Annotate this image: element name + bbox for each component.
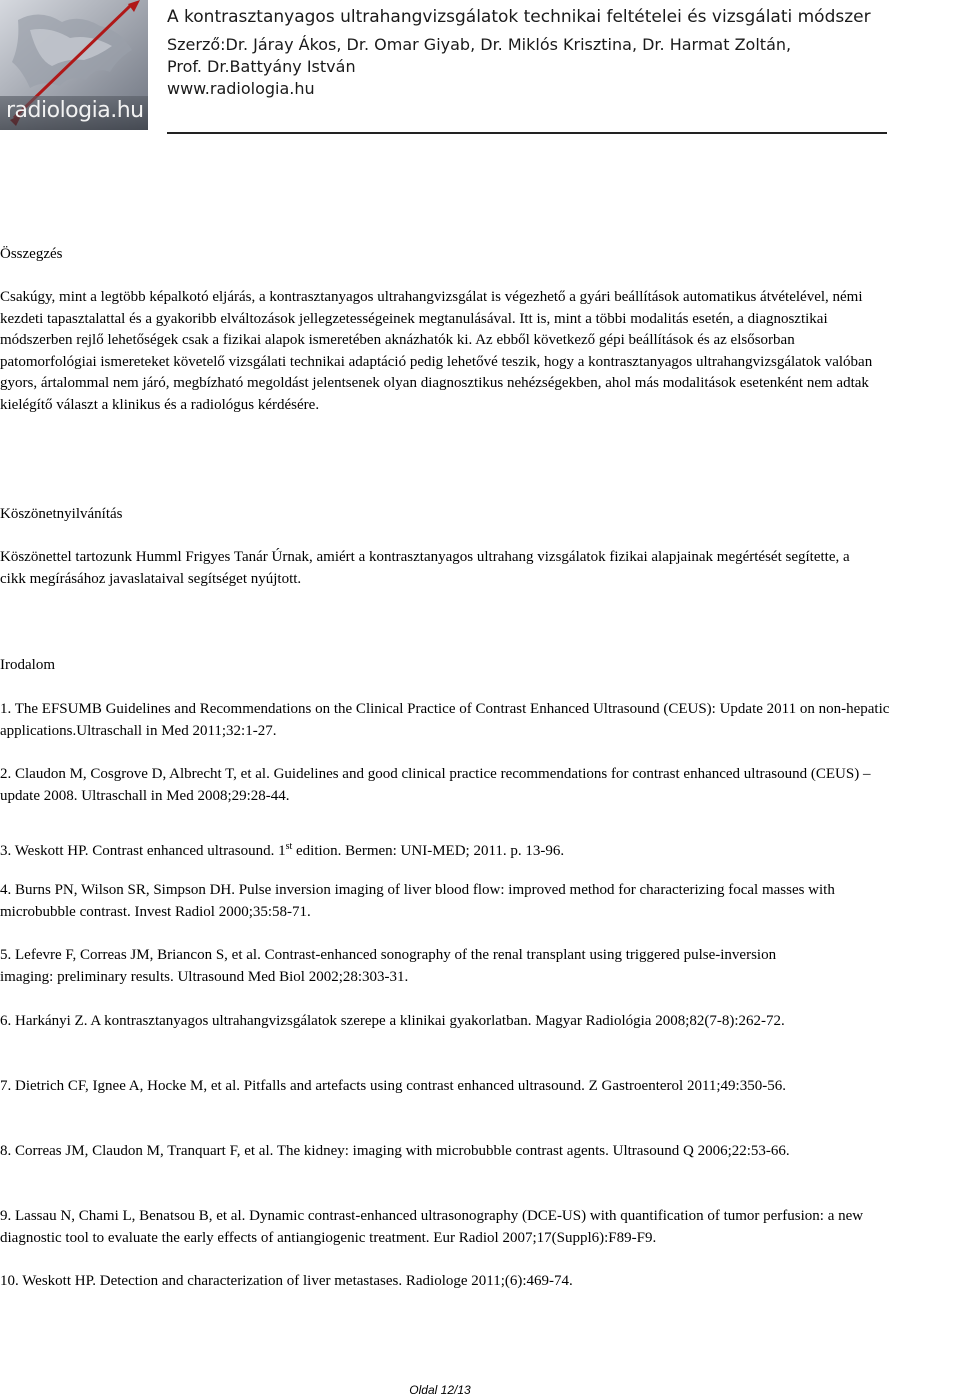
document-title: A kontrasztanyagos ultrahangvizsgálatok technikai feltételei és vizsgálati módszer	[167, 7, 871, 27]
reference-item: 10. Weskott HP. Detection and characterization of liver metastases. Radiologe 2011;(6):469-74.	[0, 1273, 573, 1289]
page-number: Oldal 12/13	[409, 1383, 471, 1397]
reference-item: 7. Dietrich CF, Ignee A, Hocke M, et al. Pitfalls and artefacts using contrast enhanced ultrasound. Z Gastroenterol 2011;49:350-56.	[0, 1078, 786, 1094]
header-divider	[167, 132, 887, 134]
summary-heading: Összegzés	[0, 246, 63, 262]
acknowledgement-paragraph: Köszönettel tartozunk Humml Frigyes Tanár Úrnak, amiért a kontrasztanyagos ultrahang vizsgálatok fizikai alapjainak megértését segítette, a cikk megírásához javaslataival segítséget nyújtott.	[0, 549, 850, 587]
summary-paragraph: Csakúgy, mint a legtöbb képalkotó eljárás, a kontrasztanyagos ultrahangvizsgálat is végezhető a gyári beállítások automatikus átvételével, némi kezdeti tapasztalattal és a gyakoribb elváltozások jellegzetességeinek megtanulásával. Itt is, mint a többi modalitás esetén, a diagnosztikai módszerben rejlő lehetőségek csak a fizikai alapok ismeretében aknázhatók ki. Az ebből következő gépi beállítások és az elsősorban patomorfológiai ismereteket követelő vizsgálati technikai adaptáció pedig lehetővé teszik, hogy a kontrasztanyagos ultrahangvizsgálatok valóban gyors, ártalommal nem járó, megbízható megoldást jelentsenek olyan diagnosztikus nehézségekben, ahol más modalitások esetenként nem adtak kielégítő választ a klinikus és a radiológus kérdésére.	[0, 289, 873, 413]
reference-item: 9. Lassau N, Chami L, Benatsou B, et al. Dynamic contrast-enhanced ultrasonography (DCE-US) with quantification of tumor perfusion: a new diagnostic tool to evaluate the early effects of antiangiogenic treatment. Eur Radiol 2007;17(Suppl6):F89-F9.	[0, 1208, 864, 1246]
references-heading: Irodalom	[0, 657, 55, 673]
radiologia-logo	[0, 0, 148, 130]
reference-3-text: 3. Weskott HP. Contrast enhanced ultrasound. 1	[0, 843, 286, 859]
authors-line-1: Szerző:Dr. Járay Ákos, Dr. Omar Giyab, Dr. Miklós Krisztina, Dr. Harmat Zoltán,	[167, 35, 792, 54]
authors-line-2: Prof. Dr.Battyány István	[167, 57, 356, 76]
reference-item: 5. Lefevre F, Correas JM, Briancon S, et al. Contrast-enhanced sonography of the renal transplant using triggered pulse-inversion imaging: preliminary results. Ultrasound Med Biol 2002;28:303-31.	[0, 947, 777, 985]
acknowledgement-heading: Köszönetnyilvánítás	[0, 506, 123, 522]
reference-item: 1. The EFSUMB Guidelines and Recommendations on the Clinical Practice of Contrast Enhanced Ultrasound (CEUS): Update 2011 on non-hepatic applications.Ultraschall in Med 2011;32:1-27.	[0, 701, 890, 739]
reference-item: 6. Harkányi Z. A kontrasztanyagos ultrahangvizsgálatok szerepe a klinikai gyakorlatban. Magyar Radiológia 2008;82(7-8):262-72.	[0, 1013, 785, 1029]
reference-item	[0, 836, 900, 863]
reference-item: 8. Correas JM, Claudon M, Tranquart F, et al. The kidney: imaging with microbubble contrast agents. Ultrasound Q 2006;22:53-66.	[0, 1143, 790, 1159]
reference-3-superscript: st	[285, 841, 293, 852]
logo-text: radiologia.hu	[6, 98, 144, 123]
reference-3-text-end: edition. Bermen: UNI-MED; 2011. p. 13-96.	[292, 843, 565, 859]
reference-item: 2. Claudon M, Cosgrove D, Albrecht T, et al. Guidelines and good clinical practice recommendations for contrast enhanced ultrasound (CEUS) –update 2008. Ultraschall in Med 2008;29:28-44.	[0, 766, 871, 804]
reference-item: 4. Burns PN, Wilson SR, Simpson DH. Pulse inversion imaging of liver blood flow: improved method for characterizing focal masses with microbubble contrast. Invest Radiol 2000;35:58-71.	[0, 882, 835, 920]
website-link[interactable]: www.radiologia.hu	[167, 79, 315, 98]
